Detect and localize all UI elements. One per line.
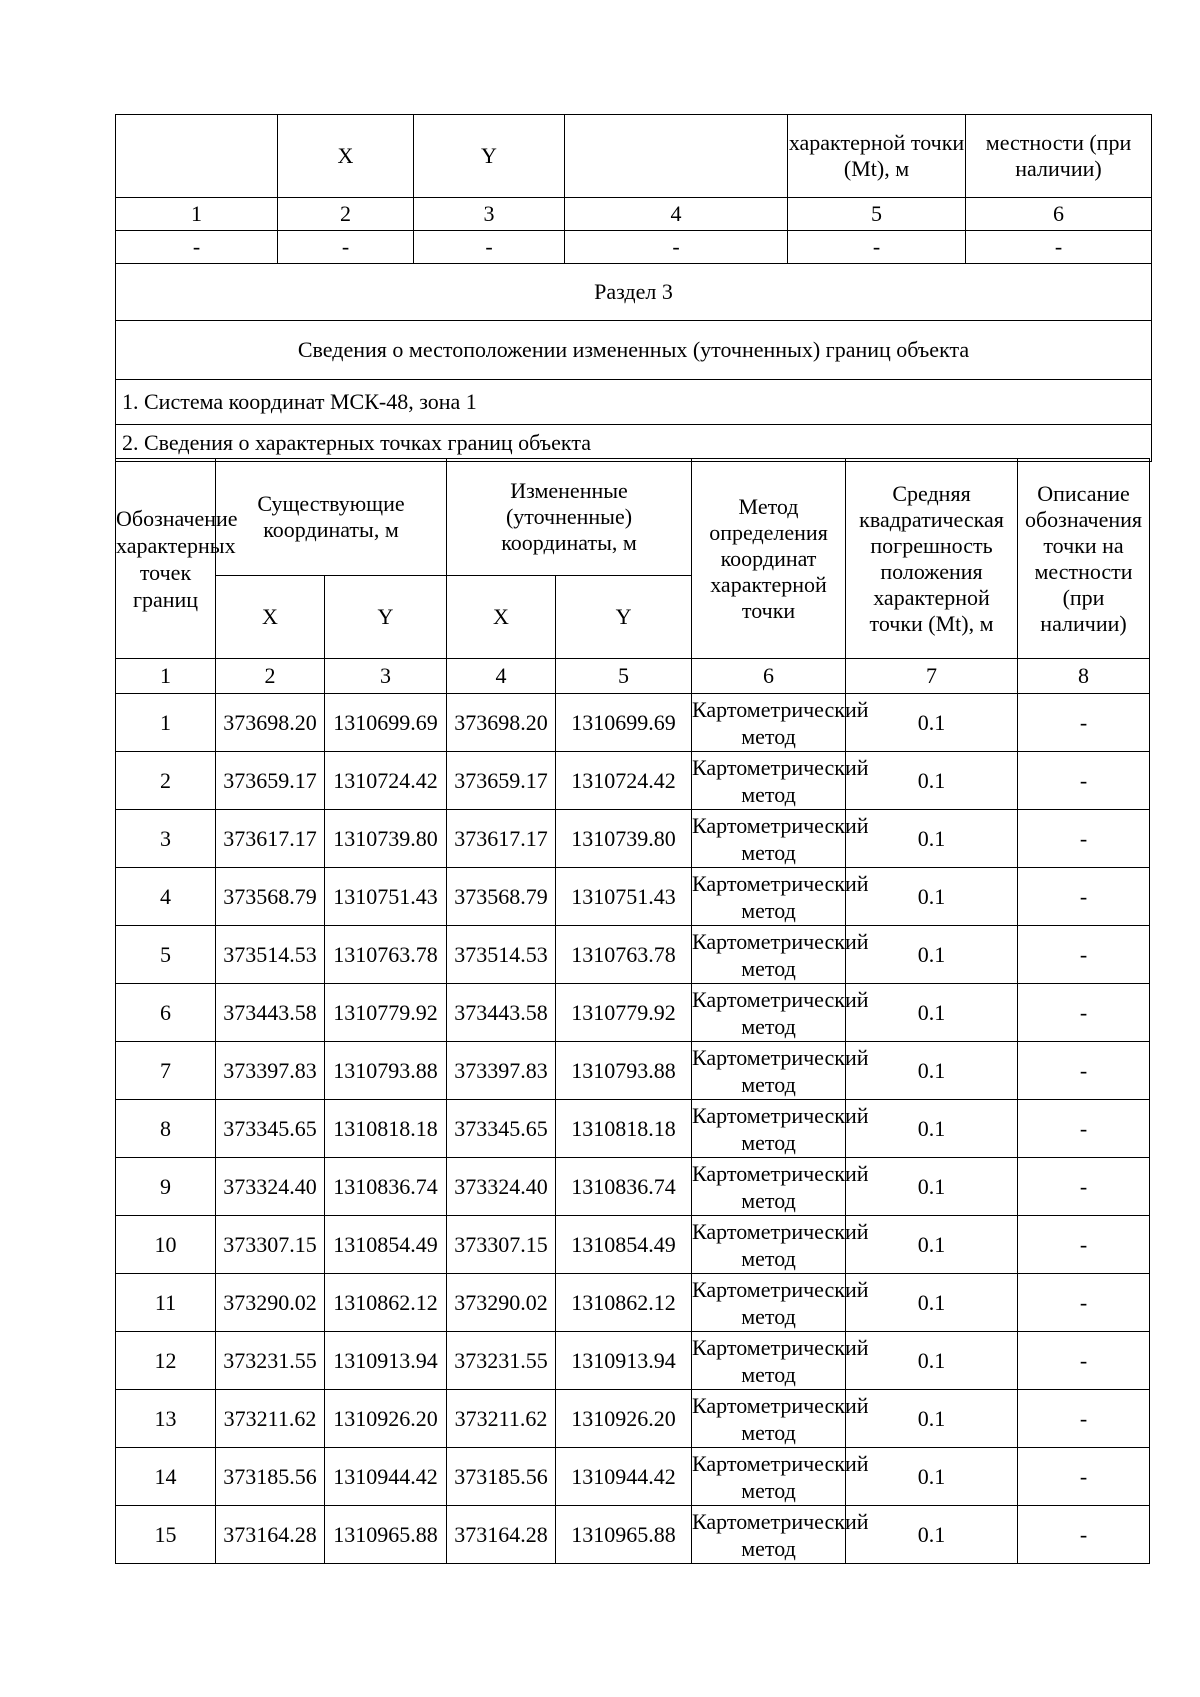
table-row xyxy=(116,1100,1150,1158)
description-cell: - xyxy=(1018,1100,1150,1158)
changed-x-cell: 373698.20 xyxy=(447,694,556,752)
existing-y-cell: 1310944.42 xyxy=(325,1448,447,1506)
method-cell: Картометрический метод xyxy=(692,1332,846,1390)
changed-y-cell: 1310739.80 xyxy=(556,810,692,868)
table-row xyxy=(116,984,1150,1042)
existing-y-cell: 1310739.80 xyxy=(325,810,447,868)
changed-x-cell: 373397.83 xyxy=(447,1042,556,1100)
changed-y-cell: 1310793.88 xyxy=(556,1042,692,1100)
mean-error-cell: 0.1 xyxy=(846,1448,1018,1506)
column-number: 7 xyxy=(846,659,1018,694)
existing-x-cell: 373659.17 xyxy=(216,752,325,810)
prev-dash-cell: - xyxy=(278,231,414,264)
description-cell: - xyxy=(1018,868,1150,926)
mean-error-cell: 0.1 xyxy=(846,1332,1018,1390)
changed-x-cell: 373324.40 xyxy=(447,1158,556,1216)
mean-error-cell: 0.1 xyxy=(846,984,1018,1042)
prev-header-cell xyxy=(565,115,788,198)
method-cell: Картометрический метод xyxy=(692,1390,846,1448)
prev-header-cell: характерной точки (Mt), м xyxy=(788,115,966,198)
mean-error-cell: 0.1 xyxy=(846,1274,1018,1332)
prev-dash-cell: - xyxy=(966,231,1152,264)
point-number-cell: 10 xyxy=(116,1216,216,1274)
method-cell: Картометрический метод xyxy=(692,868,846,926)
changed-y-cell: 1310763.78 xyxy=(556,926,692,984)
changed-y-cell: 1310699.69 xyxy=(556,694,692,752)
changed-y-cell: 1310751.43 xyxy=(556,868,692,926)
existing-y-cell: 1310793.88 xyxy=(325,1042,447,1100)
header-point-designation: Обозначение характерных точек границ xyxy=(116,459,216,659)
prev-dash-cell: - xyxy=(565,231,788,264)
prev-number-cell: 5 xyxy=(788,198,966,231)
point-number-cell: 6 xyxy=(116,984,216,1042)
table-row xyxy=(116,1506,1150,1564)
column-number-row xyxy=(116,659,1150,694)
existing-x-cell: 373698.20 xyxy=(216,694,325,752)
header-existing-y: Y xyxy=(325,576,447,659)
mean-error-cell: 0.1 xyxy=(846,810,1018,868)
method-cell: Картометрический метод xyxy=(692,810,846,868)
changed-y-cell: 1310724.42 xyxy=(556,752,692,810)
description-cell: - xyxy=(1018,926,1150,984)
mean-error-cell: 0.1 xyxy=(846,1390,1018,1448)
column-number: 1 xyxy=(116,659,216,694)
existing-x-cell: 373211.62 xyxy=(216,1390,325,1448)
method-cell: Картометрический метод xyxy=(692,1216,846,1274)
mean-error-cell: 0.1 xyxy=(846,1100,1018,1158)
method-cell: Картометрический метод xyxy=(692,1506,846,1564)
existing-y-cell: 1310965.88 xyxy=(325,1506,447,1564)
table-row xyxy=(116,868,1150,926)
mean-error-cell: 0.1 xyxy=(846,694,1018,752)
existing-y-cell: 1310699.69 xyxy=(325,694,447,752)
prev-number-cell: 4 xyxy=(565,198,788,231)
description-cell: - xyxy=(1018,1506,1150,1564)
header-changed-x: X xyxy=(447,576,556,659)
table-row xyxy=(116,1448,1150,1506)
existing-y-cell: 1310724.42 xyxy=(325,752,447,810)
changed-y-cell: 1310913.94 xyxy=(556,1332,692,1390)
existing-x-cell: 373617.17 xyxy=(216,810,325,868)
table-row xyxy=(116,1216,1150,1274)
column-number: 4 xyxy=(447,659,556,694)
point-number-cell: 1 xyxy=(116,694,216,752)
mean-error-cell: 0.1 xyxy=(846,752,1018,810)
header-changed-y: Y xyxy=(556,576,692,659)
existing-y-cell: 1310751.43 xyxy=(325,868,447,926)
header-mean-error: Средняя квадратическая погрешность положения характерной точки (Mt), м xyxy=(846,459,1018,659)
changed-y-cell: 1310944.42 xyxy=(556,1448,692,1506)
table-row xyxy=(116,1332,1150,1390)
changed-x-cell: 373514.53 xyxy=(447,926,556,984)
description-cell: - xyxy=(1018,1448,1150,1506)
method-cell: Картометрический метод xyxy=(692,1100,846,1158)
description-cell: - xyxy=(1018,1274,1150,1332)
method-cell: Картометрический метод xyxy=(692,1042,846,1100)
table-row xyxy=(116,926,1150,984)
existing-y-cell: 1310854.49 xyxy=(325,1216,447,1274)
prev-dash-cell: - xyxy=(414,231,565,264)
method-cell: Картометрический метод xyxy=(692,752,846,810)
point-number-cell: 9 xyxy=(116,1158,216,1216)
changed-y-cell: 1310779.92 xyxy=(556,984,692,1042)
prev-dash-row xyxy=(116,231,1152,264)
header-method: Метод определения координат характерной точки xyxy=(692,459,846,659)
description-cell: - xyxy=(1018,752,1150,810)
point-number-cell: 4 xyxy=(116,868,216,926)
changed-x-cell: 373617.17 xyxy=(447,810,556,868)
column-number: 5 xyxy=(556,659,692,694)
existing-x-cell: 373164.28 xyxy=(216,1506,325,1564)
changed-x-cell: 373568.79 xyxy=(447,868,556,926)
point-number-cell: 7 xyxy=(116,1042,216,1100)
changed-x-cell: 373659.17 xyxy=(447,752,556,810)
point-number-cell: 15 xyxy=(116,1506,216,1564)
table-row xyxy=(116,810,1150,868)
prev-number-cell: 2 xyxy=(278,198,414,231)
existing-x-cell: 373185.56 xyxy=(216,1448,325,1506)
existing-y-cell: 1310913.94 xyxy=(325,1332,447,1390)
section-subtitle: Сведения о местоположении измененных (уточненных) границ объекта xyxy=(116,321,1152,380)
existing-y-cell: 1310818.18 xyxy=(325,1100,447,1158)
point-number-cell: 5 xyxy=(116,926,216,984)
table-row xyxy=(116,1274,1150,1332)
header-description: Описание обозначения точки на местности (при наличии) xyxy=(1018,459,1150,659)
existing-y-cell: 1310926.20 xyxy=(325,1390,447,1448)
mean-error-cell: 0.1 xyxy=(846,868,1018,926)
description-cell: - xyxy=(1018,1332,1150,1390)
prev-dash-cell: - xyxy=(788,231,966,264)
points-heading: 2. Сведения о характерных точках границ объекта xyxy=(116,425,1152,462)
changed-y-cell: 1310926.20 xyxy=(556,1390,692,1448)
changed-x-cell: 373345.65 xyxy=(447,1100,556,1158)
prev-number-cell: 3 xyxy=(414,198,565,231)
existing-x-cell: 373324.40 xyxy=(216,1158,325,1216)
point-number-cell: 8 xyxy=(116,1100,216,1158)
changed-y-cell: 1310862.12 xyxy=(556,1274,692,1332)
mean-error-cell: 0.1 xyxy=(846,1042,1018,1100)
column-number: 2 xyxy=(216,659,325,694)
existing-y-cell: 1310779.92 xyxy=(325,984,447,1042)
changed-x-cell: 373443.58 xyxy=(447,984,556,1042)
description-cell: - xyxy=(1018,984,1150,1042)
changed-y-cell: 1310965.88 xyxy=(556,1506,692,1564)
point-number-cell: 14 xyxy=(116,1448,216,1506)
method-cell: Картометрический метод xyxy=(692,694,846,752)
changed-x-cell: 373185.56 xyxy=(447,1448,556,1506)
existing-x-cell: 373345.65 xyxy=(216,1100,325,1158)
point-number-cell: 13 xyxy=(116,1390,216,1448)
existing-x-cell: 373568.79 xyxy=(216,868,325,926)
table-row xyxy=(116,1158,1150,1216)
point-number-cell: 12 xyxy=(116,1332,216,1390)
description-cell: - xyxy=(1018,1216,1150,1274)
changed-x-cell: 373231.55 xyxy=(447,1332,556,1390)
column-number: 3 xyxy=(325,659,447,694)
description-cell: - xyxy=(1018,1042,1150,1100)
existing-x-cell: 373231.55 xyxy=(216,1332,325,1390)
prev-header-cell: местности (при наличии) xyxy=(966,115,1152,198)
prev-header-cell: X xyxy=(278,115,414,198)
prev-number-cell: 6 xyxy=(966,198,1152,231)
changed-x-cell: 373211.62 xyxy=(447,1390,556,1448)
previous-section-table xyxy=(115,114,1152,462)
section-title: Раздел 3 xyxy=(116,264,1152,321)
changed-x-cell: 373290.02 xyxy=(447,1274,556,1332)
prev-header-row xyxy=(116,115,1152,198)
existing-y-cell: 1310763.78 xyxy=(325,926,447,984)
existing-x-cell: 373443.58 xyxy=(216,984,325,1042)
column-number: 6 xyxy=(692,659,846,694)
method-cell: Картометрический метод xyxy=(692,1274,846,1332)
description-cell: - xyxy=(1018,1390,1150,1448)
mean-error-cell: 0.1 xyxy=(846,1506,1018,1564)
header-existing-x: X xyxy=(216,576,325,659)
mean-error-cell: 0.1 xyxy=(846,1158,1018,1216)
header-existing-coordinates: Существующие координаты, м xyxy=(216,459,447,576)
point-number-cell: 2 xyxy=(116,752,216,810)
points-header-row xyxy=(116,459,1150,576)
method-cell: Картометрический метод xyxy=(692,1158,846,1216)
table-row xyxy=(116,1042,1150,1100)
changed-x-cell: 373164.28 xyxy=(447,1506,556,1564)
changed-y-cell: 1310854.49 xyxy=(556,1216,692,1274)
coordinate-system: 1. Система координат МСК-48, зона 1 xyxy=(116,380,1152,425)
existing-y-cell: 1310862.12 xyxy=(325,1274,447,1332)
prev-header-cell xyxy=(116,115,278,198)
prev-dash-cell: - xyxy=(116,231,278,264)
table-row xyxy=(116,1390,1150,1448)
existing-x-cell: 373307.15 xyxy=(216,1216,325,1274)
description-cell: - xyxy=(1018,694,1150,752)
method-cell: Картометрический метод xyxy=(692,1448,846,1506)
description-cell: - xyxy=(1018,810,1150,868)
method-cell: Картометрический метод xyxy=(692,926,846,984)
existing-x-cell: 373514.53 xyxy=(216,926,325,984)
table-row xyxy=(116,752,1150,810)
column-number: 8 xyxy=(1018,659,1150,694)
points-table xyxy=(115,458,1150,1564)
existing-x-cell: 373397.83 xyxy=(216,1042,325,1100)
header-changed-coordinates: Измененные (уточненные) координаты, м xyxy=(447,459,692,576)
prev-number-cell: 1 xyxy=(116,198,278,231)
description-cell: - xyxy=(1018,1158,1150,1216)
existing-y-cell: 1310836.74 xyxy=(325,1158,447,1216)
point-number-cell: 3 xyxy=(116,810,216,868)
prev-header-cell: Y xyxy=(414,115,565,198)
changed-y-cell: 1310836.74 xyxy=(556,1158,692,1216)
point-number-cell: 11 xyxy=(116,1274,216,1332)
mean-error-cell: 0.1 xyxy=(846,1216,1018,1274)
changed-x-cell: 373307.15 xyxy=(447,1216,556,1274)
changed-y-cell: 1310818.18 xyxy=(556,1100,692,1158)
prev-number-row xyxy=(116,198,1152,231)
method-cell: Картометрический метод xyxy=(692,984,846,1042)
existing-x-cell: 373290.02 xyxy=(216,1274,325,1332)
table-row xyxy=(116,694,1150,752)
mean-error-cell: 0.1 xyxy=(846,926,1018,984)
